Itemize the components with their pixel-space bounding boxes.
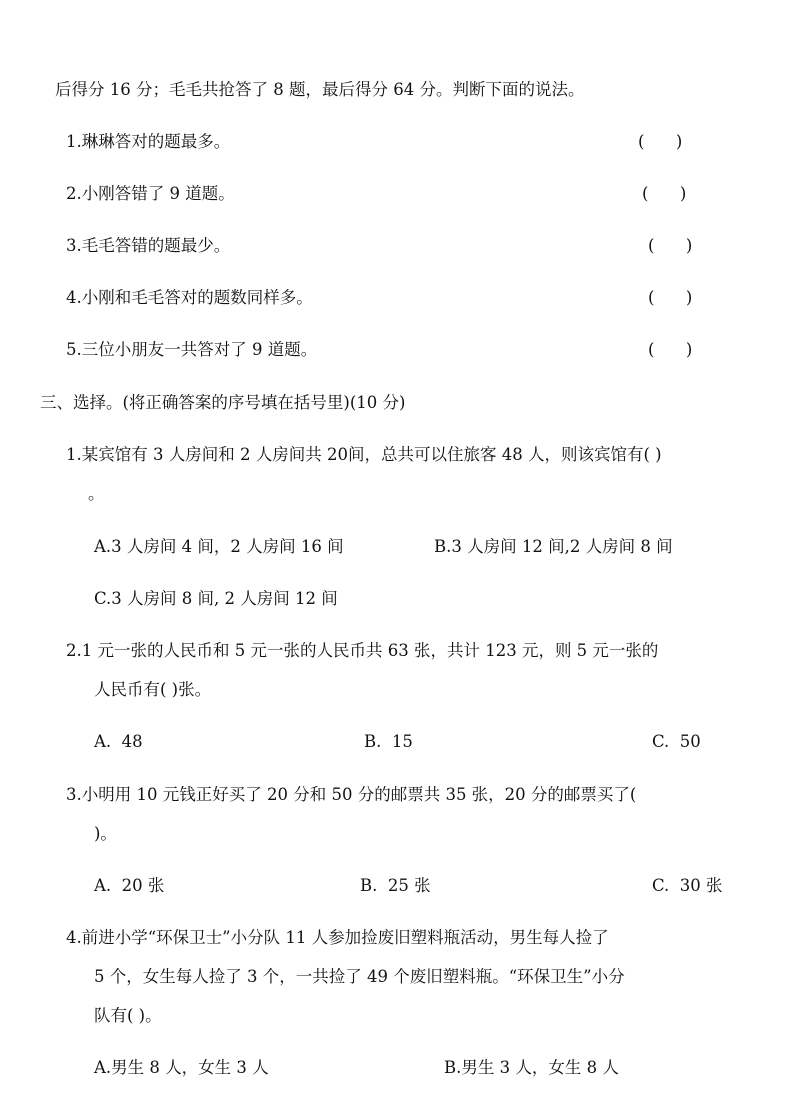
answer-blank-3[interactable]: ( ) — [648, 236, 693, 255]
q1-option-c[interactable]: C.3 人房间 8 间, 2 人房间 12 间 — [94, 589, 338, 608]
judgment-item-5: 5.三位小朋友一共答对了 9 道题。 — [66, 340, 318, 359]
judgment-item-1: 1.琳琳答对的题最多。 — [66, 132, 231, 151]
q1-option-b[interactable]: B.3 人房间 12 间,2 人房间 8 间 — [434, 537, 673, 556]
answer-blank-2[interactable]: ( ) — [642, 184, 687, 203]
intro-line: 后得分 16 分；毛毛共抢答了 8 题，最后得分 64 分。判断下面的说法。 — [55, 80, 585, 99]
q2-option-a[interactable]: A. 48 — [94, 732, 143, 751]
q3-option-a[interactable]: A. 20 张 — [94, 876, 165, 895]
q4-stem: 4.前进小学“环保卫士”小分队 11 人参加捡废旧塑料瓶活动，男生每人捡了 — [66, 928, 609, 947]
q4-option-b[interactable]: B.男生 3 人，女生 8 人 — [444, 1058, 619, 1077]
answer-blank-5[interactable]: ( ) — [648, 340, 693, 359]
q4-stem-cont-1: 5 个，女生每人捡了 3 个，一共捡了 49 个废旧塑料瓶。“环保卫生”小分 — [94, 967, 625, 986]
answer-blank-4[interactable]: ( ) — [648, 288, 693, 307]
section-3-title: 三、选择。(将正确答案的序号填在括号里)(10 分) — [40, 393, 406, 412]
q4-stem-cont-2: 队有( )。 — [94, 1006, 162, 1025]
q3-option-c[interactable]: C. 30 张 — [652, 876, 723, 895]
judgment-item-2: 2.小刚答错了 9 道题。 — [66, 184, 235, 203]
judgment-item-4: 4.小刚和毛毛答对的题数同样多。 — [66, 288, 313, 307]
q2-option-c[interactable]: C. 50 — [652, 732, 701, 751]
answer-blank-1[interactable]: ( ) — [638, 132, 683, 151]
q4-option-a[interactable]: A.男生 8 人，女生 3 人 — [94, 1058, 269, 1077]
q3-stem-cont: )。 — [94, 824, 117, 843]
q3-option-b[interactable]: B. 25 张 — [360, 876, 431, 895]
q1-stem-cont: 。 — [88, 484, 105, 503]
q1-option-a[interactable]: A.3 人房间 4 间，2 人房间 16 间 — [94, 537, 344, 556]
judgment-item-3: 3.毛毛答错的题最少。 — [66, 236, 231, 255]
q1-stem: 1.某宾馆有 3 人房间和 2 人房间共 20间，总共可以住旅客 48 人，则该宾馆有( ) — [66, 445, 662, 464]
q2-option-b[interactable]: B. 15 — [364, 732, 413, 751]
q2-stem-cont: 人民币有( )张。 — [94, 680, 212, 699]
q2-stem: 2.1 元一张的人民币和 5 元一张的人民币共 63 张，共计 123 元，则 5 元一张的 — [66, 641, 659, 660]
q3-stem: 3.小明用 10 元钱正好买了 20 分和 50 分的邮票共 35 张，20 分的邮票买了( — [66, 785, 637, 804]
